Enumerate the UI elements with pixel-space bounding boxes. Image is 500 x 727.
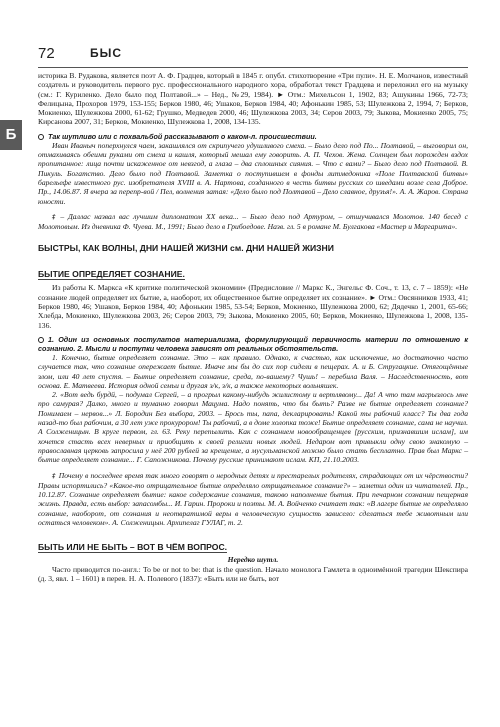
dagger-mark-icon: ‡ bbox=[52, 212, 58, 221]
usage-note bbox=[38, 132, 468, 141]
entry-origin: Из работы К. Маркса «К критике политической экономии» (Предисловие // Маркс К., Энгельс Ф. Соч., т. 13, с. 7 – 1859): «Не сознание людей определяет их бытие, а, наоборот, их общественное бытие определяет их сознание». ► Отм.: Овсянников 1933, 41; Берков 1980, 46; Ушаков, Берков 1984, 40; Афонькин 1985, 53-54; Берков, Мокиенко, Шулежкова 2000, 62; Дядечко 1, 2001, 65-66; Хлебда, Мокиенко, Шулежкова 2003, 26; Серов 2003, 79; Зыкова, Мокиенко 2005, 60; Берков, Мокиенко, Шулежкова 1, 2008, 135-136. bbox=[38, 283, 468, 330]
example-text: – Даллас назвал вас лучшим дипломатом XX века... – Было дело под Артуром, – отшучивался Молотов. 140 бесед с Молотовым. Из дневника Ф. Чуева. М., 1991; Было дело в Грибоедове. Назв. гл. 5 в романе М. Булгакова «Мастер и Маргарита». bbox=[38, 211, 469, 232]
entry-heading-wrap bbox=[38, 534, 468, 553]
entry-origin: Часто приводится по-англ.: To be or not to be: that is the question. Начало монолога Гамлета в одноимённой трагедии Шекспира (д. 3, явл. 1 – 1601) в перев. Н. А. Полевого (1837): «Быть или не быть, вот bbox=[38, 564, 468, 583]
example-text: Почему в последнее время так много говорят о неродных детях и престарелых родителях, страдающих от их чёрствости? Правы испортились? «Какое-то отрицательное бытие определяло отрицательное сознание?» – заметил один из читателей. Пр., 10.12.87. Сознание определяет бытие: какое содержание сознания, таково наполнение бытия. При печарном сознании пещерная жизнь. Правда, есть выбор: запасомбы... И. Гарин. Пророки и поэты. М. А. Войченко считает так: «В лагере бытие не определяло сознание, наоборот, от сознания и неотвратимой веры в человеческую сущность зависело: сделаться тебе животным или остаться человеком». А. Солженицын. Архипелаг ГУЛАГ, т. 2. bbox=[38, 470, 469, 527]
entry-continuation: историка В. Рудакова, является поэт А. Ф. Градцев, который в 1845 г. опубл. стихотворение «Три пули». Н. Е. Молчанов, известный создатель и руководитель первого рус. профессионального народного хора, обработал текст Градцева и переложил его на музыку (см.: Г. Куриленко. Дело было под Полтавой...» – Нед., №29, 1984). ► Отм.: Михельсон 1, 1902, 83; Ашукины 1966, 72-73; Фелицына, Прохоров 1979, 153-155; Берков 1980, 46; Ушаков, Берков 1984, 40; Афонькин 1985, 53; Шулежкова 2, 1994, 7; Берков, Мокиенко, Шулежкова 2000, 61-62; Грушко, Медведев 2000, 46; Шулежкова 2003, 34; Серов 2003, 79; Зыкова, Мокиенко 2005, 75; Кирсанова 2007, 31; Берков, Мокиенко, Шулежкова 1, 2008, 134-135. bbox=[38, 71, 468, 127]
page-header bbox=[38, 45, 468, 67]
circle-bullet-icon bbox=[38, 337, 44, 343]
example-paragraph: 1. Конечно, бытие определяет сознание. Это – как правило. Однако, к счастью, как исключение, но достаточно часто случается так, что сознание опережает бытие. Иначе мы бы до сих пор сидели в пещерах. А. и Б. Стругацкие. Отягощённые злом, или 40 лет спустя. – Бытие определяет сознание, среда, по-вашему? Чушь! – перебила Валя. – Наследственность, вот основа. Е. Матвеева. История одной семьи и другая з/к, з/к, а также некоторых вольняшек. bbox=[38, 352, 468, 390]
entry-heading-wrap bbox=[38, 261, 468, 280]
example-paragraph: 2. «Вот ведь бурдй, – подумал Сергей, – а прогрыл какому-нибудь жилистому и вертлявому... Да! А что там нагрызлось мне про самурая? Далко, много и туманно говорил Мацума. Надо понять, что бы быть? Разве не бытие определяет сознание? Понимаем – нервов...» Л. Бородин Без выбора, 2003. – Брось ты, папа, декларировать! Какой ты рабочий класс? Ты два года назад-то был рабочим, а 30 лет уже прокурором! Ты рабочий, а в доме холопка тоже! Бытие определяет сознание, сама не научил. А Солженицын. В круге первом, гл. 63. Реку перепылить. Как с сознанием новообращенцев [русским, признавшим ислам], им хочется стасть всех неверных и приобщить к своей религии новых людей. Недаром вот привыкли одну свою знакомую – православная церковь запросила у неё 200 рублей за крещение, а мусульманской можно было стать бесплатно. Прав был Маркс – бытие определяет сознание... Г. Сапожникова. Почему русские принимают ислам. КП, 21.10.2003. bbox=[38, 390, 468, 465]
usage-label: Нередко шутл. bbox=[227, 555, 279, 565]
dagger-mark-icon: ‡ bbox=[52, 471, 56, 480]
usage-note-text: Так шутливо или с похвальбой рассказывают о каком-л. происшествии. bbox=[48, 131, 317, 141]
letter-tab: Б bbox=[0, 120, 22, 150]
example-paragraph: Иван Иваныч поперхнулся чаем, закашлялся от скрипучего удушливого смеха. – Было дело под По... Полтавой, – выговорил он, отмахиваясь обеими руками от смеха и кашля, который мешал ему говорить. А. П. Чехов. Жена. Солнцем был порожден вздох пропитанное: лица почти искаженное от невзгод, а глаза – два сплошных сияния. – Что с вами? – Было дело под Полтавой. В. Пикуль. Богатство. Дело было под Полтавой. Заметка о поступившем в фонды литмедоника «Поле Полтавской битвы» барельефе известного рус. изобретателя XVIII в. А. Нартова, созданного в честь битвы русских со шведами возле села Доброе. Пр., 14.06.87. Я вчера за перепр-вой / Пел, волнения затая: «Дело было под Полтавой – Дело славное, друзья!». А. А. Жаров. Страна юности. bbox=[38, 140, 468, 206]
usage-note bbox=[38, 335, 468, 353]
circle-bullet-icon bbox=[38, 134, 44, 140]
usage-note-text: 1. Один из основных постулатов материализма, формулирующий первичность материи по отношению к сознанию. 2. Мысли и поступки человека зависят от реальных обстоятельств. bbox=[38, 334, 468, 353]
page-number: 72 bbox=[38, 45, 55, 62]
page-content bbox=[38, 71, 468, 583]
entry-heading: БЫТЬ ИЛИ НЕ БЫТЬ – ВОТ В ЧЁМ ВОПРОС. bbox=[38, 542, 228, 553]
entry-heading: БЫТИЕ ОПРЕДЕЛЯЕТ СОЗНАНИЕ. bbox=[38, 269, 185, 280]
running-head: БЫС bbox=[90, 46, 123, 60]
header-rule bbox=[38, 67, 468, 68]
example-paragraph bbox=[38, 471, 468, 528]
cross-reference-heading: БЫСТРЫ, КАК ВОЛНЫ, ДНИ НАШЕЙ ЖИЗНИ см. ДНИ НАШЕЙ ЖИЗНИ bbox=[38, 243, 334, 254]
example-paragraph bbox=[38, 212, 468, 232]
